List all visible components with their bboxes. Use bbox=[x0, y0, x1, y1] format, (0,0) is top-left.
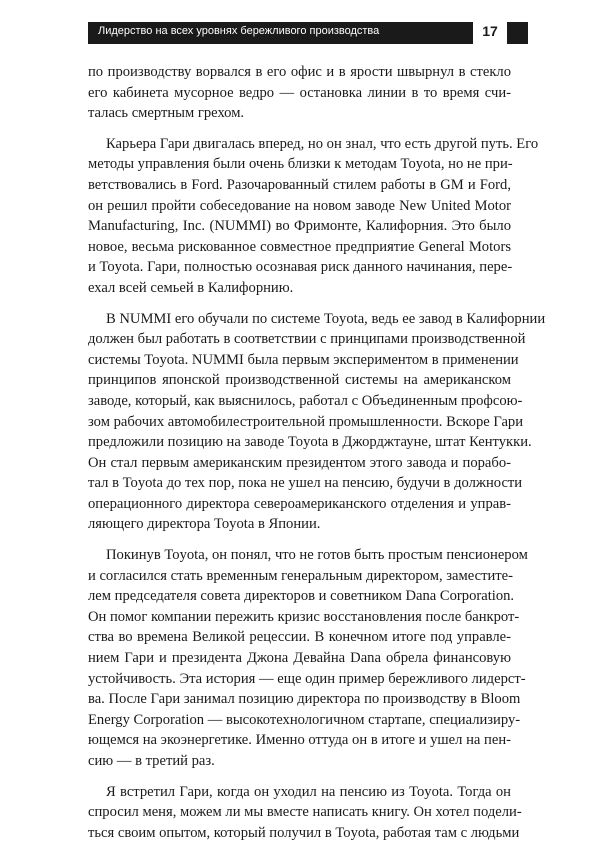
text-line: В NUMMI его обучали по системе Toyota, ведь ее завод в Калифорнии bbox=[106, 310, 546, 327]
body-text bbox=[88, 62, 546, 853]
page-number: 17 bbox=[473, 18, 507, 44]
text-line: талась смертным грехом. bbox=[88, 105, 245, 122]
text-line: Energy Corporation — высокотехнологичном стартапе, специализиру- bbox=[88, 711, 521, 728]
text-line: сию — в третий раз. bbox=[88, 753, 215, 769]
text-line: ства во времена Великой рецессии. В конечном итоге под управле- bbox=[88, 629, 511, 646]
paragraph bbox=[88, 545, 528, 772]
text-line: Он помог компании пережить кризис восстановления после банкрот- bbox=[88, 608, 520, 625]
paragraph bbox=[88, 309, 546, 536]
text-line: нием Гари и президента Джона Девайна Dana обрела финансовую bbox=[88, 650, 511, 667]
text-line: ться своим опытом, который получил в Toyota, работая там с людьми bbox=[88, 824, 520, 841]
text-line: Карьера Гари двигалась вперед, но он знал, что есть другой путь. Его bbox=[106, 135, 539, 152]
text-line: системы Toyota. NUMMI была первым экспериментом в применении bbox=[88, 351, 519, 368]
text-line: Manufacturing, Inc. (NUMMI) во Фримонте, Калифорния. Это было bbox=[88, 218, 511, 235]
paragraph bbox=[88, 62, 511, 124]
text-line: ляющего директора Toyota в Японии. bbox=[88, 516, 321, 533]
text-line: ющемся на экоэнергетике. Именно оттуда он в итоге и ушел на пен- bbox=[88, 732, 511, 749]
text-line: устойчивость. Эта история — еще один пример бережливого лидерст- bbox=[88, 670, 526, 687]
text-line: ветствовались в Ford. Разочарованный стилем работы в GM и Ford, bbox=[88, 176, 511, 193]
text-line: операционного директора североамериканского отделения и управ- bbox=[88, 495, 511, 512]
text-line: тал в Toyota до тех пор, пока не ушел на пенсию, будучи в должности bbox=[88, 475, 523, 492]
text-line: зом рабочих автомобилестроительной промышленности. Вскоре Гари bbox=[88, 413, 524, 430]
text-line: Покинув Toyota, он понял, что не готов быть простым пенсионером bbox=[106, 547, 528, 564]
running-header bbox=[88, 22, 528, 44]
paragraph bbox=[88, 134, 539, 299]
text-line: его кабинета мусорное ведро — остановка линии в то время счи- bbox=[88, 84, 511, 101]
text-line: заводе, который, как выяснилось, работал с Объединенным профсою- bbox=[88, 392, 523, 409]
text-line: и согласился стать временным генеральным директором, заместите- bbox=[88, 567, 513, 584]
text-line: он решил пройти собеседование на новом заводе New United Motor bbox=[88, 197, 511, 214]
text-line: должен был работать в соответствии с принципами производственной bbox=[88, 331, 526, 348]
text-line: методы управления были очень близки к методам Toyota, но не при- bbox=[88, 156, 513, 173]
text-line: ехал всей семьей в Калифорнию. bbox=[88, 279, 294, 296]
text-line: ва. После Гари занимал позицию директора по производству в Bloom bbox=[88, 691, 521, 708]
text-line: по производству ворвался в его офис и в ярости швырнул в стекло bbox=[88, 64, 511, 80]
text-line: предложили позицию на заводе Toyota в Джорджтауне, штат Кентукки. bbox=[88, 434, 532, 451]
text-line: и Toyota. Гари, полностью осознавая риск данного начинания, пере- bbox=[88, 259, 513, 276]
text-line: Он стал первым американским президентом этого завода и порабо- bbox=[88, 454, 511, 471]
text-line: лем председателя совета директоров и советником Dana Corporation. bbox=[88, 588, 515, 605]
text-line: принципов японской производственной системы на американском bbox=[88, 372, 511, 389]
text-line: Я встретил Гари, когда он уходил на пенсию из Toyota. Тогда он bbox=[106, 783, 511, 800]
text-line: новое, весьма рискованное совместное предприятие General Motors bbox=[88, 238, 511, 255]
text-line: спросил меня, можем ли мы вместе написать книгу. Он хотел подели- bbox=[88, 804, 522, 821]
running-header-title: Лидерство на всех уровнях бережливого производства bbox=[98, 25, 380, 37]
paragraph bbox=[88, 782, 522, 844]
